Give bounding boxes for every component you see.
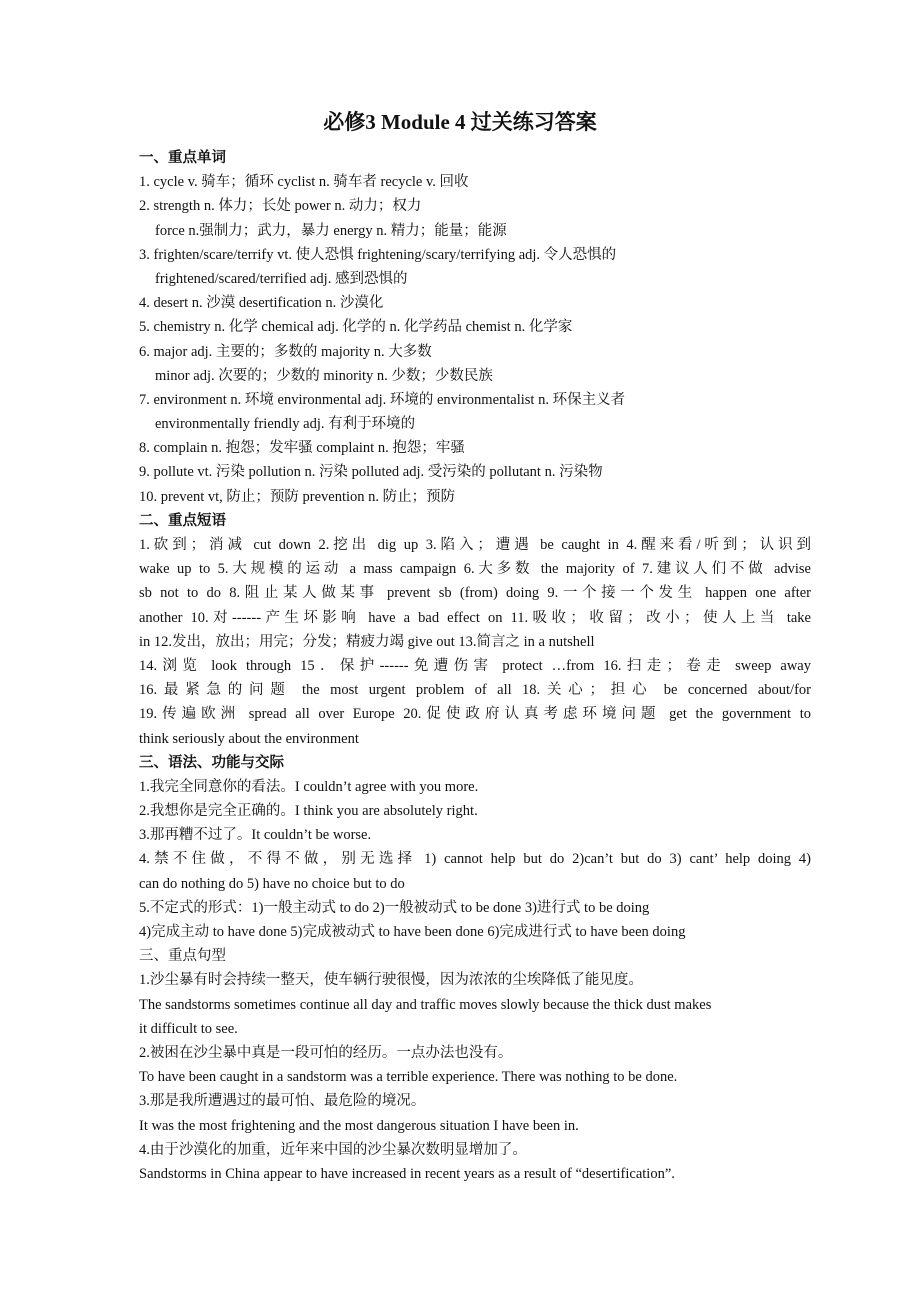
text-line: 1.沙尘暴有时会持续一整天，使车辆行驶很慢，因为浓浓的尘埃降低了能见度。 xyxy=(139,972,643,989)
text-line: 9. pollute vt. 污染 pollution n. 污染 polluted adj. 受污染的 pollutant n. 污染物 xyxy=(139,464,603,481)
text-line: 3. frighten/scare/terrify vt. 使人恐惧 frightening/scary/terrifying adj. 令人恐惧的 xyxy=(139,246,617,263)
text-line: It was the most frightening and the most dangerous situation I have been in. xyxy=(139,1117,579,1134)
text-line: 3.那再糟不过了。It couldn’t be worse. xyxy=(139,827,372,844)
text-line: minor adj. 次要的；少数的 minority n. 少数；少数民族 xyxy=(155,367,493,384)
page-title: 必修3 Module 4 过关练习答案 xyxy=(323,110,597,134)
text-line: 三、重点句型 xyxy=(139,948,226,965)
text-line: 10. prevent vt, 防止；预防 prevention n. 防止；预防 xyxy=(139,488,456,505)
text-line: another 10.对------产生坏影响 have a bad effect on 11.吸收；收留；改小；使人上当 take xyxy=(139,609,811,626)
text-line: 19.传遍欧洲 spread all over Europe 20.促使政府认真考虑环境问题 get the government to xyxy=(139,706,811,723)
text-line: 5. chemistry n. 化学 chemical adj. 化学的 n. 化学药品 chemist n. 化学家 xyxy=(139,319,573,336)
text-line: think seriously about the environment xyxy=(139,730,359,747)
text-line: 3.那是我所遭遇过的最可怕、最危险的境况。 xyxy=(139,1093,426,1110)
text-line: The sandstorms sometimes continue all day and traffic moves slowly because the thick dust makes xyxy=(139,996,712,1013)
text-line: 2.我想你是完全正确的。I think you are absolutely right. xyxy=(139,803,478,820)
text-line: 16.最紧急的问题 the most urgent problem of all 18.关心；担心 be concerned about/for xyxy=(139,682,811,699)
text-line: 4.由于沙漠化的加重，近年来中国的沙尘暴次数明显增加了。 xyxy=(139,1141,527,1158)
text-line: 7. environment n. 环境 environmental adj. 环境的 environmentalist n. 环保主义者 xyxy=(139,391,626,408)
text-line: 5.不定式的形式：1)一般主动式 to do 2)一般被动式 to be done 3)进行式 to be doing xyxy=(139,899,650,916)
text-line: 8. complain n. 抱怨；发牢骚 complaint n. 抱怨；牢骚 xyxy=(139,440,465,457)
text-line: sb not to do 8.阻止某人做某事 prevent sb (from) doing 9.一个接一个发生 happen one after xyxy=(139,585,811,602)
text-line: can do nothing do 5) have no choice but to do xyxy=(139,875,405,892)
text-line: 1.砍到；消减 cut down 2.挖出 dig up 3.陷入；遭遇 be caught in 4.醒来看/听到；认识到 xyxy=(139,537,811,553)
section-heading: 三、语法、功能与交际 xyxy=(139,754,284,771)
text-line: 1.我完全同意你的看法。I couldn’t agree with you more. xyxy=(139,778,479,795)
text-line: it difficult to see. xyxy=(139,1020,238,1037)
text-line: 14.浏览 look through 15．保护------免遭伤害 protect …from 16.扫走；卷走 sweep away xyxy=(139,657,811,674)
text-line: To have been caught in a sandstorm was a terrible experience. There was nothing to be done. xyxy=(139,1069,678,1086)
text-line: wake up to 5.大规模的运动 a mass campaign 6.大多数 the majority of 7.建议人们不做 advise xyxy=(139,561,811,578)
text-line: in 12.发出，放出；用完；分发；精疲力竭 give out 13.简言之 in a nutshell xyxy=(139,633,595,650)
section-heading: 二、重点短语 xyxy=(139,512,226,529)
text-line: 4.禁不住做，不得不做，别无选择 1) cannot help but do 2)can’t but do 3) cant’ help doing 4) xyxy=(139,851,811,868)
text-line: 2. strength n. 体力；长处 power n. 动力；权力 xyxy=(139,198,422,215)
section-heading: 一、重点单词 xyxy=(139,150,226,166)
text-line: 2.被困在沙尘暴中真是一段可怕的经历。一点办法也没有。 xyxy=(139,1044,513,1061)
text-line: 1. cycle v. 骑车；循环 cyclist n. 骑车者 recycle v. 回收 xyxy=(139,174,469,191)
text-line: 4. desert n. 沙漠 desertification n. 沙漠化 xyxy=(139,295,384,312)
text-line: 6. major adj. 主要的；多数的 majority n. 大多数 xyxy=(139,343,432,360)
document-body xyxy=(139,146,811,1186)
text-line: Sandstorms in China appear to have increased in recent years as a result of “desertification”. xyxy=(139,1165,675,1182)
text-line: force n.强制力；武力，暴力 energy n. 精力；能量；能源 xyxy=(155,222,507,239)
text-line: frightened/scared/terrified adj. 感到恐惧的 xyxy=(155,270,408,287)
text-line: 4)完成主动 to have done 5)完成被动式 to have been done 6)完成进行式 to have been doing xyxy=(139,924,686,940)
text-line: environmentally friendly adj. 有利于环境的 xyxy=(155,416,416,433)
